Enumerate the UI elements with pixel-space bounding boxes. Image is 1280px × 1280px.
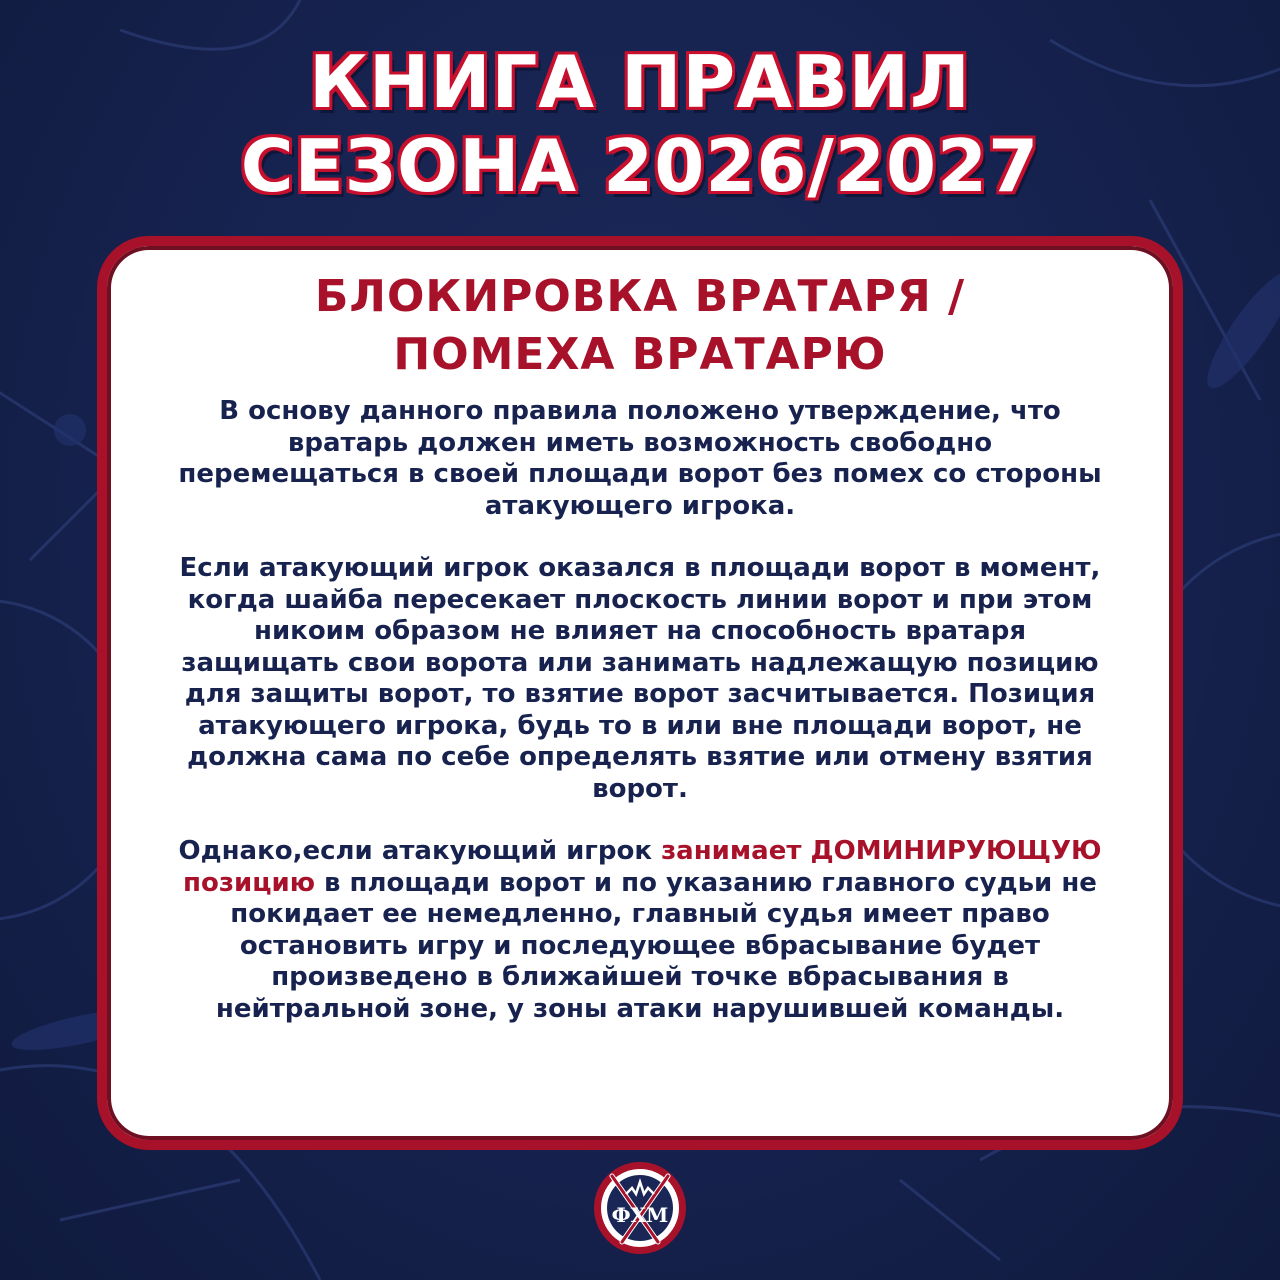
rule-paragraph-3-text-b: в площади ворот и по указанию главного судьи не покидает ее немедленно, главный судья имеет право остановить игру и последующее вбрасывание будет произведено в ближайшей точке вбрасывания в нейтральной зоне, у зоны атаки нарушившей команды. xyxy=(215,867,1097,1024)
rule-title-line-1: БЛОКИРОВКА ВРАТАРЯ / xyxy=(314,271,966,322)
page-title-line-1: КНИГА ПРАВИЛ xyxy=(309,40,971,124)
rule-paragraph-3-text-a: Однако,если атакующий игрок xyxy=(178,836,662,866)
rule-title-line-2: ПОМЕХА ВРАТАРЮ xyxy=(393,329,887,380)
federation-logo-graphic xyxy=(592,1160,688,1256)
rule-paragraph-2: Если атакующий игрок оказался в площади ворот в момент, когда шайба пересекает плоскость линии ворот и при этом никоим образом не влияет на способность вратаря защищать свои ворота или занимать надлежащую позицию для защиты ворот, то взятие ворот засчитывается. Позиция атакующего игрока, будь то в или вне площади ворот, не должна сама по себе определять взятие или отмену взятия ворот. xyxy=(179,553,1101,804)
rule-body xyxy=(175,396,1105,1056)
federation-logo-icon xyxy=(592,1160,688,1256)
page-title-line-2: СЕЗОНА 2026/2027 xyxy=(240,124,1040,208)
page-title xyxy=(0,40,1280,208)
rule-paragraph-3 xyxy=(175,836,1105,1025)
federation-logo-text: ФХМ xyxy=(611,1203,669,1227)
rule-paragraph-1: В основу данного правила положено утверждение, что вратарь должен иметь возможность свободно перемещаться в своей площади ворот без помех со стороны атакующего игрока. xyxy=(178,396,1102,521)
rule-paragraph-3-highlight: занимает ДОМИНИРУЮЩУЮ позицию xyxy=(183,836,1102,898)
rule-title xyxy=(0,268,1280,384)
